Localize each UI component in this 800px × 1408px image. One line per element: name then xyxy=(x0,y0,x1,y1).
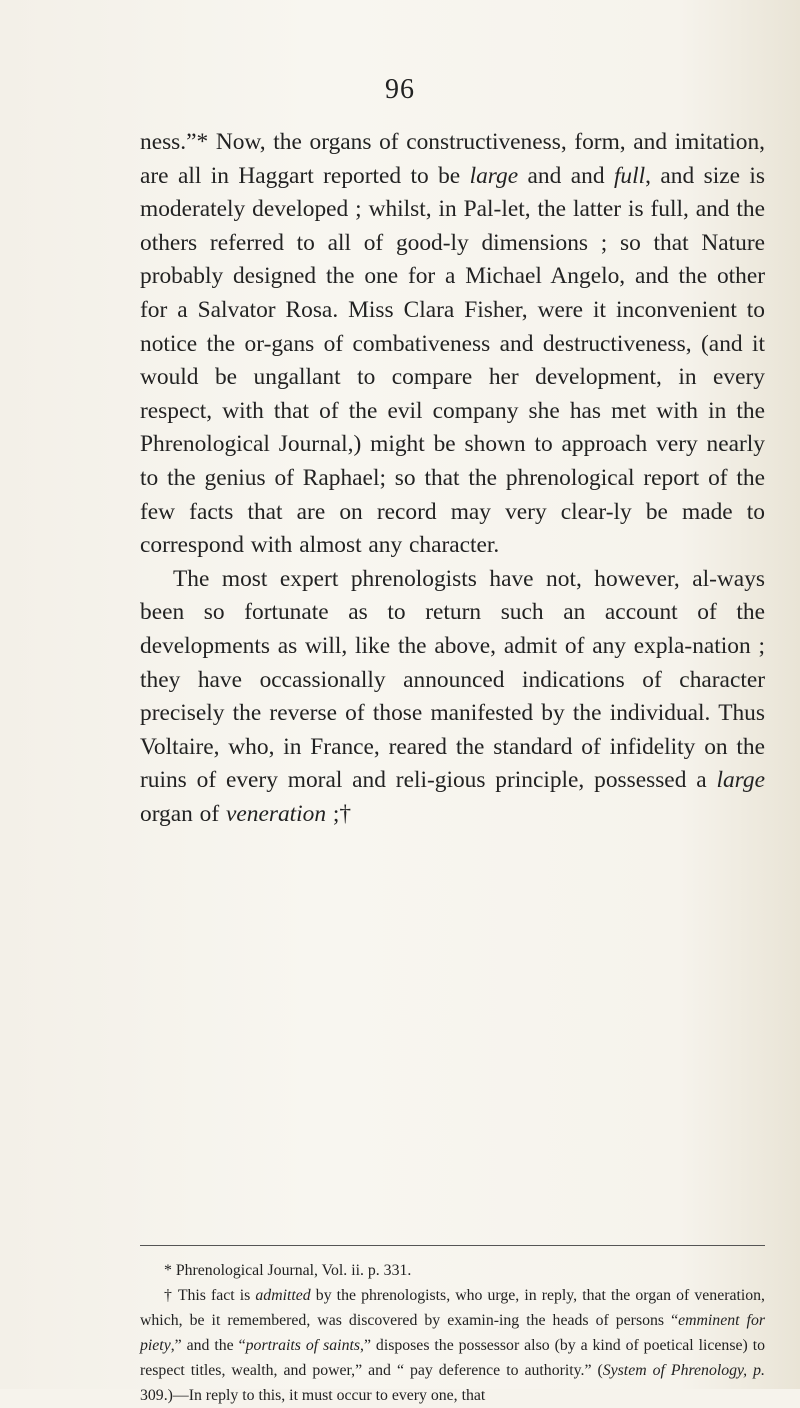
text-run: The most expert phrenologists have not, however, al-ways been so fortunate as to return such an account of the developments as will, like the above, admit of any expla-nation ; they have occassionally announced indications of character precisely the reverse of those manifested by the individual. Thus Voltaire, who, in France, reared the standard of infidelity on the ruins of every moral and reli-gious principle, possessed a xyxy=(140,565,765,794)
text-run: † This fact is xyxy=(164,1287,256,1304)
text-run: and and xyxy=(518,162,614,189)
footnote-divider xyxy=(140,1245,765,1246)
italic-run: full xyxy=(613,162,646,189)
italic-run: large xyxy=(716,767,765,794)
italic-run: large xyxy=(469,162,519,189)
text-run: * Phrenological Journal, Vol. ii. p. 331. xyxy=(164,1262,412,1279)
italic-run: admitted xyxy=(255,1287,311,1304)
text-run: , and size is moderately developed ; whilst, in Pal-let, the latter is full, and the others referred to all of good-ly dimensions ; so that Nature probably designed the one for a Michael Angelo, and the other for a Salvator Rosa. Miss Clara Fisher, were it inconvenient to notice the or-gans of combativeness and destructiveness, (and it would be ungallant to compare her development, in every respect, with that of the evil company she has met with in the Phrenological Journal,) might be shown to approach very nearly to the genius of Raphael; so that the phrenological report of the few facts that are on record may very clear-ly be made to correspond with almost any character. xyxy=(140,162,765,559)
italic-run: veneration xyxy=(226,800,327,827)
body-text xyxy=(140,126,765,831)
footnote-1 xyxy=(140,1258,765,1283)
text-run: ness.”* Now, the organs of constructiveness, form, and imitation, are all in Haggart reported to be xyxy=(140,129,765,189)
paragraph-2 xyxy=(140,563,765,832)
footnote-2 xyxy=(140,1283,765,1408)
text-run: ,” and the “ xyxy=(170,1337,246,1354)
text-run: ,” disposes the possessor also (by a kind of poetical license) to respect titles, wealth, and power,” and “ pay deference to authority.” ( xyxy=(140,1337,765,1379)
paragraph-1 xyxy=(140,126,765,563)
text-run: 309.)—In reply to this, it must occur to every one, that xyxy=(140,1387,486,1404)
footnotes xyxy=(140,1258,765,1408)
page-number: 96 xyxy=(385,74,415,105)
text-run: organ of xyxy=(140,800,227,827)
italic-run: portraits of saints xyxy=(245,1337,361,1354)
text-run: by the phrenologists, who urge, in reply, that the organ of veneration, which, be it remembered, was discovered by examin-ing the heads of persons “ xyxy=(140,1287,765,1329)
text-run: ;† xyxy=(326,800,352,827)
italic-run: System of Phrenology, p. xyxy=(602,1362,765,1379)
italic-run: emminent for piety xyxy=(140,1312,765,1354)
